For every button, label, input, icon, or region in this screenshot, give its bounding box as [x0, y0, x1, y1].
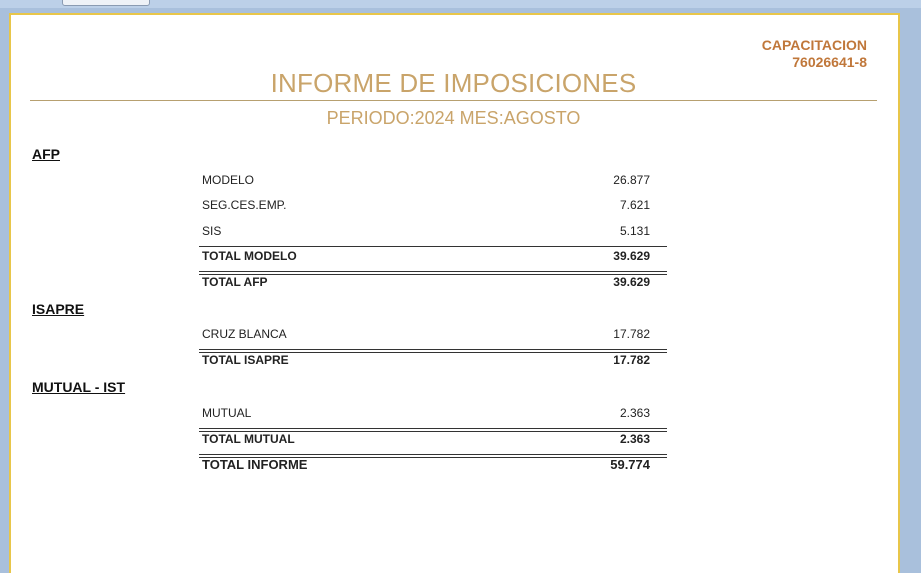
report-row: [199, 327, 651, 345]
report-period: PERIODO:2024 MES:AGOSTO: [326, 108, 581, 128]
total-row: [199, 353, 651, 371]
grand-total-label: TOTAL INFORME: [202, 457, 308, 472]
row-value: 26.877: [613, 173, 650, 187]
grand-total-value: 59.774: [610, 457, 650, 472]
subtotal-row: [199, 249, 651, 267]
report-title: INFORME DE IMPOSICIONES: [270, 68, 637, 98]
total-label: TOTAL MUTUAL: [202, 432, 295, 446]
subtotal-label: TOTAL MODELO: [202, 249, 297, 263]
row-label: SEG.CES.EMP.: [202, 198, 287, 212]
company-info: [762, 37, 867, 71]
row-value: 17.782: [613, 327, 650, 341]
company-id: 76026641-8: [792, 54, 867, 70]
total-row: [199, 275, 651, 293]
total-label: TOTAL ISAPRE: [202, 353, 289, 367]
section-heading-mutual: MUTUAL - IST: [32, 379, 126, 395]
report-page: [9, 13, 900, 573]
row-label: MODELO: [202, 173, 255, 187]
total-value: 2.363: [619, 432, 650, 446]
row-label: CRUZ BLANCA: [202, 327, 287, 341]
total-value: 39.629: [613, 275, 650, 289]
row-value: 7.621: [619, 198, 650, 212]
section-heading-isapre: ISAPRE: [32, 301, 85, 317]
report-row: [199, 173, 651, 191]
row-label: SIS: [202, 224, 222, 238]
report-row: [199, 406, 651, 424]
company-name: CAPACITACION: [761, 37, 867, 53]
row-value: 2.363: [619, 406, 650, 420]
subtotal-value: 39.629: [613, 249, 650, 263]
subtotal-rule: [199, 246, 667, 247]
title-divider: [30, 100, 877, 101]
window-top-bar: [0, 0, 921, 8]
total-row: [199, 432, 651, 450]
row-value: 5.131: [619, 224, 650, 238]
total-label: TOTAL AFP: [202, 275, 268, 289]
row-label: MUTUAL: [202, 406, 252, 420]
total-value: 17.782: [613, 353, 650, 367]
report-row: [199, 224, 651, 242]
section-heading-afp: AFP: [32, 146, 60, 162]
report-row: [199, 198, 651, 216]
toolbar-tab[interactable]: [62, 0, 150, 6]
grand-total-row: [199, 457, 651, 475]
